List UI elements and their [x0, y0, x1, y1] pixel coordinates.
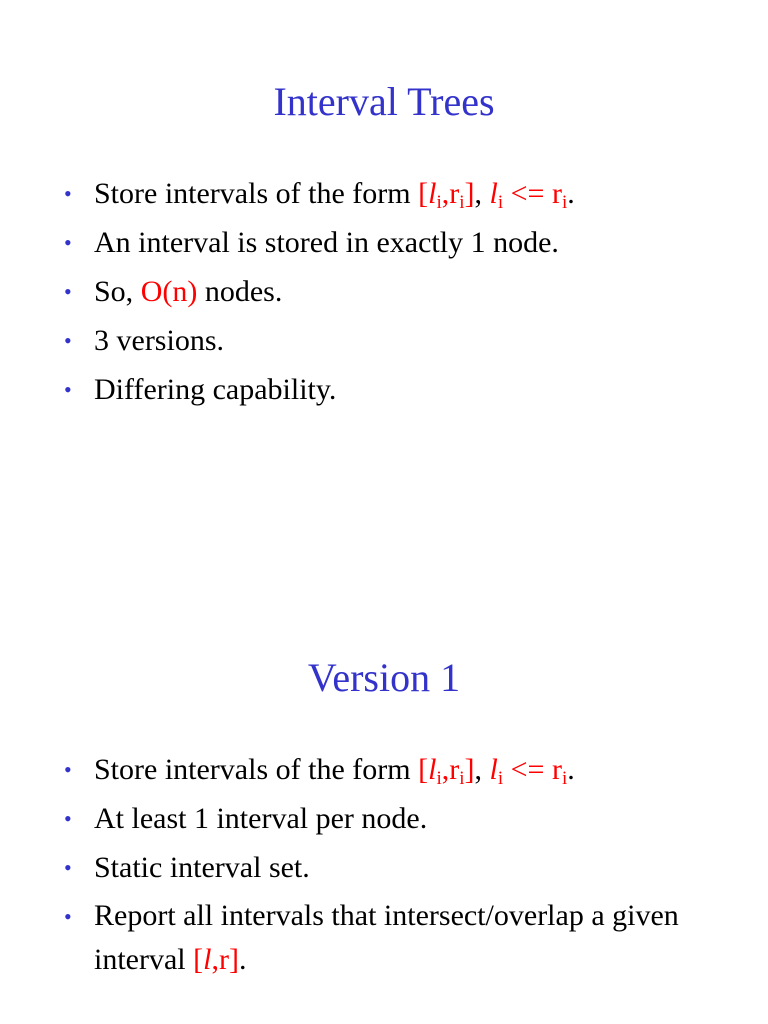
bullet-item — [0, 843, 768, 892]
bullet-item — [0, 794, 768, 843]
math-text: ,r — [441, 177, 460, 210]
math-text: l — [489, 753, 498, 786]
bullet-text: , — [474, 753, 490, 786]
bullet-text: . — [567, 177, 575, 210]
subscript-text: i — [436, 768, 442, 789]
math-text: [ — [418, 177, 429, 210]
bullet-item — [0, 745, 768, 794]
bullet-text: Store intervals of the form — [94, 177, 419, 210]
bullet-text: Store intervals of the form — [94, 753, 419, 786]
bullet-text: Static interval set. — [94, 851, 310, 884]
math-text: [ — [418, 753, 429, 786]
subscript-text: i — [436, 192, 442, 213]
bullet-list — [0, 169, 768, 414]
math-text: ,r — [441, 753, 460, 786]
subscript-text: i — [561, 192, 568, 213]
bullet-item — [0, 218, 768, 267]
bullet-item — [0, 892, 768, 982]
subscript-text: i — [561, 768, 568, 789]
math-text: ] — [464, 177, 475, 210]
subscript-text: i — [497, 192, 504, 213]
math-text: [ — [193, 943, 204, 976]
subscript-text: i — [497, 768, 504, 789]
slide-version-1 — [0, 576, 768, 1024]
bullet-text: . — [238, 943, 247, 976]
slide-title: Version 1 — [307, 655, 461, 700]
math-text: l — [428, 177, 437, 210]
bullet-dot-icon: • — [64, 181, 72, 206]
bullet-text: Report all intervals that intersect/overlap a given interval — [94, 899, 679, 976]
bullet-text: nodes. — [197, 275, 283, 308]
bullet-text: At least 1 interval per node. — [94, 802, 428, 835]
math-text: <= r — [503, 753, 562, 786]
subscript-text: i — [459, 192, 465, 213]
bullet-item — [0, 169, 768, 218]
bullet-dot-icon: • — [64, 279, 72, 304]
math-text: ,r] — [211, 943, 239, 976]
math-text: <= r — [503, 177, 562, 210]
math-text: l — [489, 177, 498, 210]
subscript-text: i — [459, 768, 465, 789]
math-text: ] — [464, 753, 475, 786]
slide-title: Interval Trees — [273, 79, 495, 124]
bullet-dot-icon: • — [64, 904, 72, 929]
bullet-dot-icon: • — [64, 757, 72, 782]
bullet-dot-icon: • — [64, 855, 72, 880]
bullet-dot-icon: • — [64, 328, 72, 353]
bullet-text: , — [474, 177, 490, 210]
bullet-dot-icon: • — [64, 806, 72, 831]
bullet-dot-icon: • — [64, 377, 72, 402]
bullet-item — [0, 365, 768, 414]
bullet-item — [0, 316, 768, 365]
math-text: O(n) — [140, 275, 198, 308]
bullet-text: An interval is stored in exactly 1 node. — [94, 226, 559, 259]
bullet-text: . — [567, 753, 575, 786]
bullet-list — [0, 745, 768, 982]
bullet-text: Differing capability. — [94, 373, 337, 406]
math-text: l — [428, 753, 437, 786]
bullet-dot-icon: • — [64, 230, 72, 255]
bullet-item — [0, 267, 768, 316]
bullet-text: 3 versions. — [94, 324, 224, 357]
bullet-text: So, — [94, 275, 141, 308]
math-text: l — [203, 943, 212, 976]
